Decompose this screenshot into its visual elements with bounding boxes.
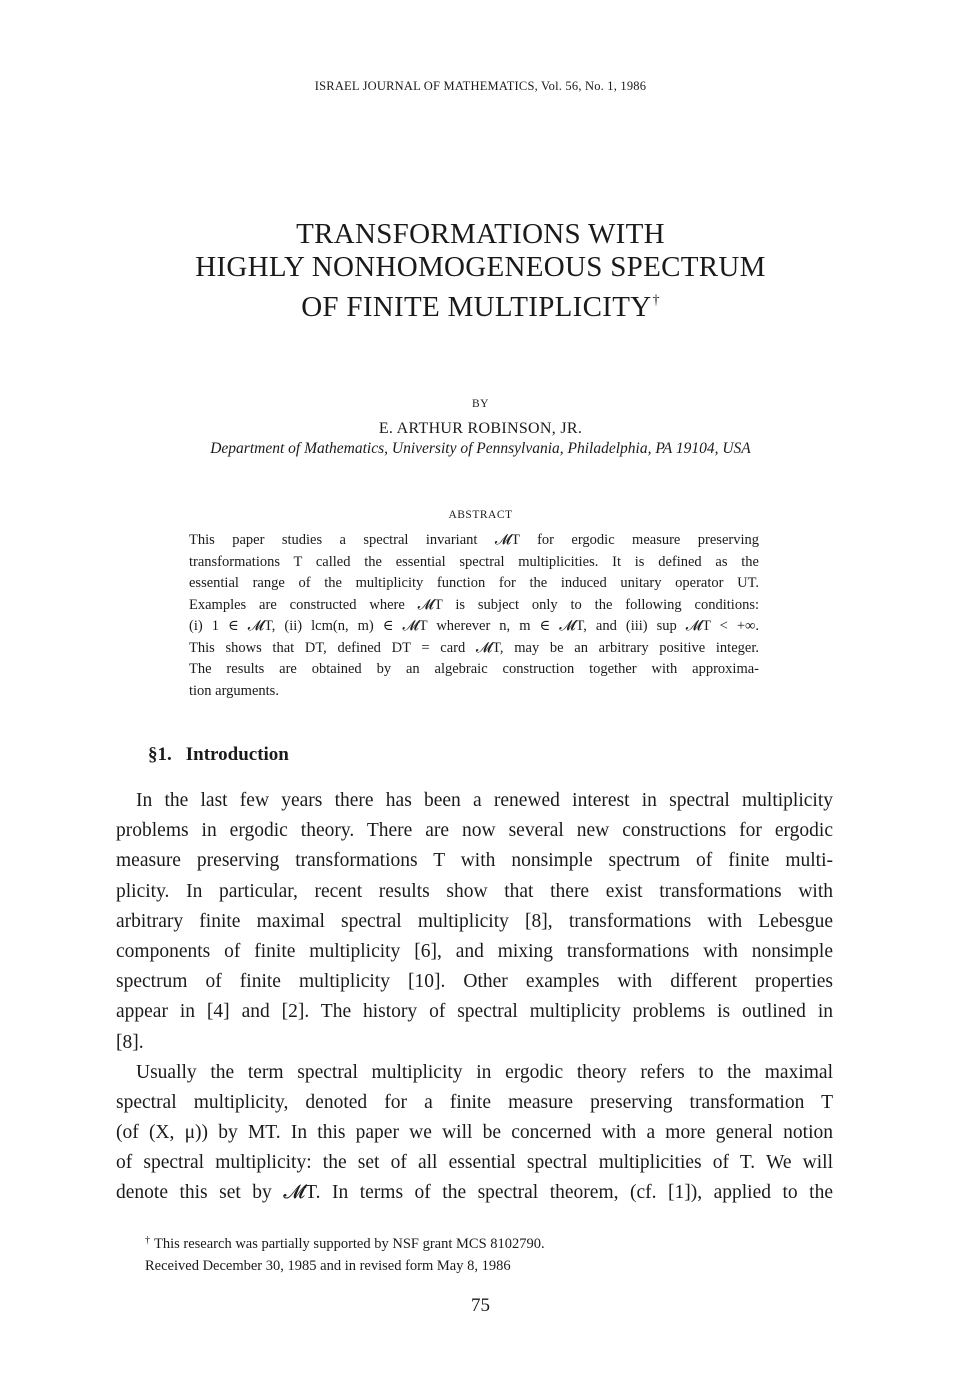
abstract-line: Examples are constructed where 𝓜T is subject only to the following conditions: [189, 596, 759, 613]
title-line-3-text: OF FINITE MULTIPLICITY [301, 291, 652, 323]
body-text [116, 786, 833, 1209]
body-line: Usually the term spectral multiplicity in ergodic theory refers to the maximal [136, 1061, 833, 1083]
title-line-2: HIGHLY NONHOMOGENEOUS SPECTRUM [195, 251, 766, 283]
body-line: denote this set by 𝓜T. In terms of the spectral theorem, (cf. [1]), applied to the [116, 1182, 833, 1204]
body-line: components of finite multiplicity [6], and mixing transformations with nonsimple [116, 940, 833, 962]
abstract-line: tion arguments. [189, 682, 279, 699]
body-line: In the last few years there has been a renewed interest in spectral multiplicity [136, 790, 833, 811]
abstract-line: transformations T called the essential spectral multiplicities. It is defined as the [189, 553, 759, 570]
body-line: plicity. In particular, recent results show that there exist transformations with [116, 880, 833, 902]
body-line: appear in [4] and [2]. The history of spectral multiplicity problems is outlined in [116, 1001, 833, 1023]
body-line: spectrum of finite multiplicity [10]. Other examples with different properties [116, 971, 833, 993]
paragraph-2 [116, 1058, 833, 1209]
body-line: arbitrary finite maximal spectral multiplicity [8], transformations with Lebesgue [116, 910, 833, 932]
author-affiliation: Department of Mathematics, University of Pennsylvania, Philadelphia, PA 19104, USA [210, 440, 751, 457]
abstract-line: The results are obtained by an algebraic construction together with approxima- [189, 661, 759, 677]
abstract-line: (i) 1 ∈ 𝓜T, (ii) lcm(n, m) ∈ 𝓜T wherever n, m ∈ 𝓜T, and (iii) sup 𝓜T < +∞. [189, 618, 759, 634]
byline-by: BY [472, 398, 489, 410]
abstract-heading: ABSTRACT [448, 509, 513, 521]
paragraph-1 [116, 786, 833, 1058]
body-line: spectral multiplicity, denoted for a finite measure preserving transformation T [116, 1091, 833, 1113]
body-line: (of (X, μ)) by MT. In this paper we will be concerned with a more general notion [116, 1122, 833, 1144]
body-line: of spectral multiplicity: the set of all essential spectral multiplicities of T. We will [116, 1152, 833, 1174]
body-line: problems in ergodic theory. There are now several new constructions for ergodic [116, 820, 833, 842]
title-line-1: TRANSFORMATIONS WITH [296, 218, 665, 250]
abstract-line: This shows that DT, defined DT = card 𝓜T, may be an arbitrary positive integer. [189, 639, 759, 656]
footnote-received: Received December 30, 1985 and in revised form May 8, 1986 [145, 1258, 511, 1274]
footnote-support [145, 1230, 545, 1255]
footnote-support-text: This research was partially supported by NSF grant MCS 8102790. [154, 1236, 545, 1252]
abstract-line: essential range of the multiplicity function for the induced unitary operator UT. [189, 575, 759, 591]
abstract-line: This paper studies a spectral invariant 𝓜T for ergodic measure preserving [189, 532, 759, 548]
title-line-3 [0, 284, 961, 324]
author-name: E. ARTHUR ROBINSON, JR. [378, 420, 583, 437]
section-number: §1. [148, 744, 172, 765]
paper-title [0, 218, 961, 324]
section-title: Introduction [185, 744, 289, 765]
page-number: 75 [471, 1295, 490, 1316]
footnote-mark: † [145, 1235, 150, 1246]
body-line: [8]. [116, 1031, 144, 1053]
title-footnote-mark: † [652, 293, 660, 308]
footnotes [145, 1230, 545, 1277]
section-heading [148, 744, 289, 766]
body-line: measure preserving transformations T with nonsimple spectrum of finite multi- [116, 850, 833, 872]
running-head: ISRAEL JOURNAL OF MATHEMATICS, Vol. 56, No. 1, 1986 [314, 79, 647, 93]
abstract-text [189, 530, 759, 702]
